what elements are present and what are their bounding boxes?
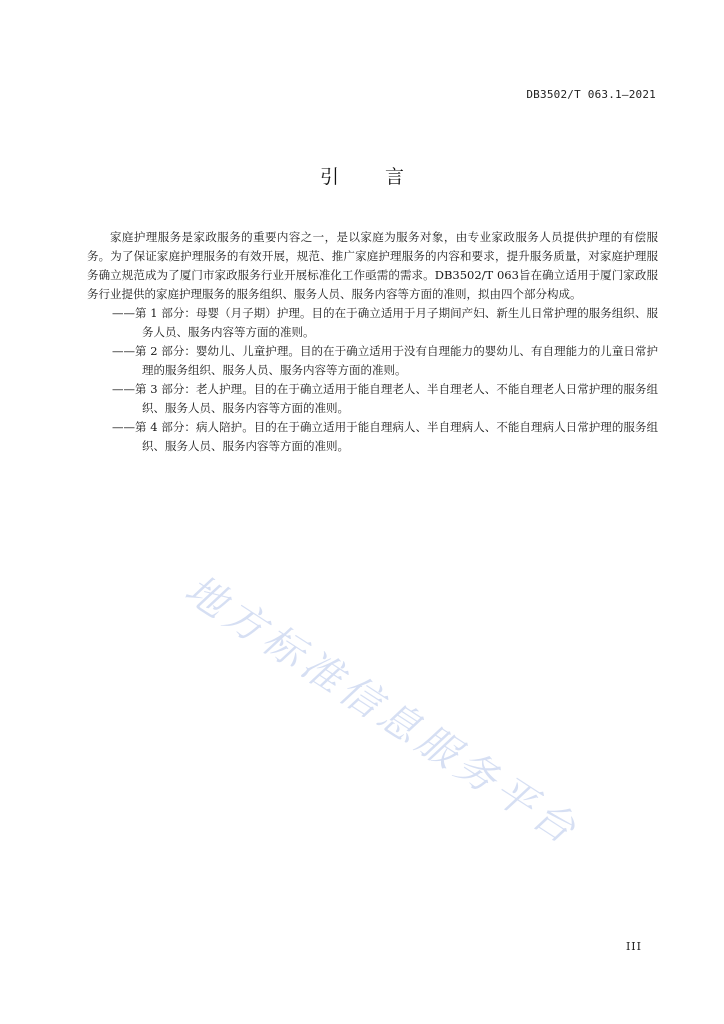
intro-paragraph: 家庭护理服务是家政服务的重要内容之一，是以家庭为服务对象，由专业家政服务人员提供护理的有偿服务。为了保证家庭护理服务的有效开展，规范、推广家庭护理服务的内容和要求，提升服务质量，对家庭护理服务确立规范成为了厦门市家政服务行业开展标准化工作亟需的需求。DB3502/T 063旨在确立适用于厦门家政服务行业提供的家庭护理服务的服务组织、服务人员、服务内容等方面的准则，拟由四个部分构成。 bbox=[87, 230, 658, 301]
document-body bbox=[87, 228, 658, 456]
part-3-item: ——第 3 部分：老人护理。目的在于确立适用于能自理老人、半自理老人、不能自理老人日常护理的服务组织、服务人员、服务内容等方面的准则。 bbox=[112, 382, 658, 415]
part-1-item: ——第 1 部分：母婴（月子期）护理。目的在于确立适用于月子期间产妇、新生儿日常护理的服务组织、服务人员、服务内容等方面的准则。 bbox=[112, 306, 658, 339]
watermark: 地方标准信息服务平台 bbox=[176, 566, 588, 856]
part-2-item: ——第 2 部分：婴幼儿、儿童护理。目的在于确立适用于没有自理能力的婴幼儿、有自理能力的儿童日常护理的服务组织、服务人员、服务内容等方面的准则。 bbox=[112, 344, 658, 377]
section-title: 引 言 bbox=[319, 166, 425, 188]
page-number: III bbox=[625, 940, 642, 953]
standard-code: DB3502/T 063.1—2021 bbox=[526, 88, 656, 101]
part-4-item: ——第 4 部分：病人陪护。目的在于确立适用于能自理病人、半自理病人、不能自理病人日常护理的服务组织、服务人员、服务内容等方面的准则。 bbox=[112, 420, 658, 453]
